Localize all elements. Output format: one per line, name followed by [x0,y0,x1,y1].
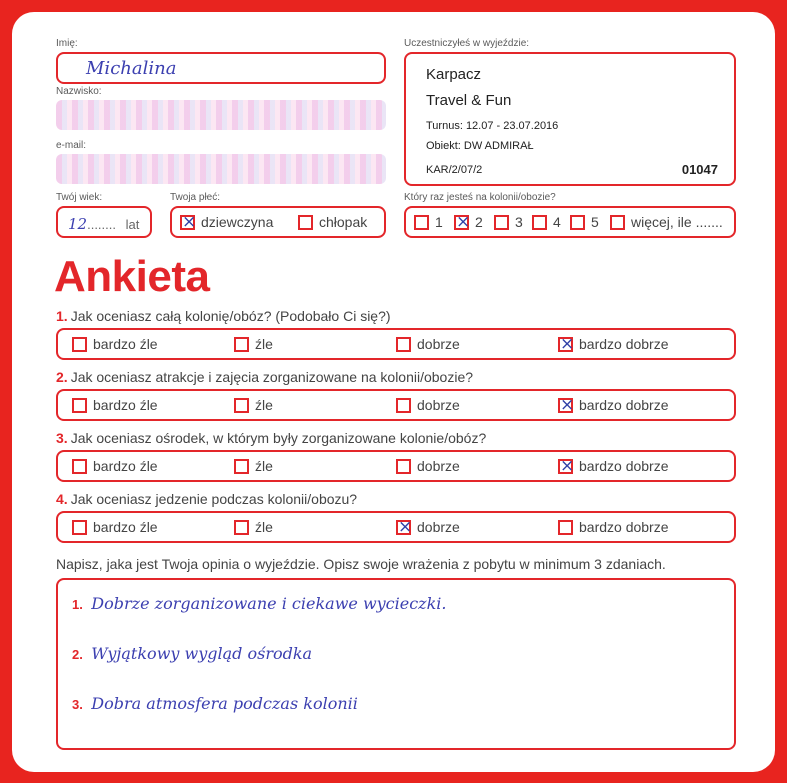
trip-label: Uczestniczyłeś w wyjeździe: [404,38,530,49]
times-option-5[interactable] [570,208,599,236]
checkbox[interactable] [180,215,195,230]
rating-option[interactable] [72,391,158,419]
times-label: Który raz jesteś na kolonii/obozie? [404,192,556,203]
checkbox[interactable] [396,337,411,352]
trip-card [404,52,736,186]
trip-turnus: Turnus: 12.07 - 23.07.2016 [426,120,559,132]
question-text: Jak oceniasz całą kolonię/obóz? (Podobało Ci się?) [70,308,391,324]
times-option-label: 5 [591,214,599,230]
rating-option[interactable] [234,513,273,541]
gender-label: Twoja płeć: [170,192,221,203]
times-option-label: 2 [475,214,483,230]
trip-number: 01047 [681,162,718,177]
checkbox[interactable] [72,459,87,474]
opinion-line-2 [72,644,312,664]
rating-option[interactable] [234,330,273,358]
checkbox[interactable] [234,337,249,352]
rating-label: dobrze [417,519,460,535]
rating-option[interactable] [396,513,460,541]
checkbox[interactable] [396,520,411,535]
survey-title: Ankieta [54,252,210,301]
checkbox[interactable] [72,337,87,352]
question-number: 1. [56,308,68,324]
times-option-2[interactable] [454,208,483,236]
times-option-4[interactable] [532,208,561,236]
opinion-line-number: 1. [72,597,83,612]
survey-sheet [12,12,775,772]
age-label: Twój wiek: [56,192,103,203]
opinion-line-3 [72,694,358,714]
gender-field [170,206,386,238]
rating-label: bardzo źle [93,336,158,352]
question-text: Jak oceniasz atrakcje i zajęcia zorganizowane na kolonii/obozie? [70,369,474,385]
question-text: Jak oceniasz ośrodek, w którym były zorganizowane kolonie/obóz? [70,430,487,446]
checkbox[interactable] [558,459,573,474]
answer-row-4 [56,511,736,543]
rating-option[interactable] [72,330,158,358]
rating-option[interactable] [72,513,158,541]
times-option-label: 4 [553,214,561,230]
times-option-label: 3 [515,214,523,230]
gender-option-female[interactable] [180,208,273,236]
rating-label: źle [255,336,273,352]
answer-row-1 [56,328,736,360]
checkbox[interactable] [454,215,469,230]
rating-option[interactable] [234,391,273,419]
checkbox[interactable] [298,215,313,230]
checkbox[interactable] [396,398,411,413]
age-value: 12 [68,215,88,233]
checkbox[interactable] [72,398,87,413]
rating-label: źle [255,519,273,535]
rating-label: bardzo dobrze [579,397,669,413]
checkbox[interactable] [558,337,573,352]
name-value: Michalina [86,58,177,79]
opinion-prompt: Napisz, jaka jest Twoja opinia o wyjeździe. Opisz swoje wrażenia z pobytu w minimum 3 zdaniach. [56,556,666,572]
question-3 [56,430,486,446]
question-4 [56,491,357,507]
checkbox[interactable] [234,398,249,413]
rating-label: bardzo dobrze [579,519,669,535]
rating-label: źle [255,397,273,413]
rating-option[interactable] [72,452,158,480]
rating-label: bardzo źle [93,458,158,474]
gender-option-male[interactable] [298,208,367,236]
question-2 [56,369,473,385]
surname-label: Nazwisko: [56,86,102,97]
age-dots: ........ [87,217,116,232]
email-label: e-mail: [56,140,87,151]
rating-option[interactable] [558,391,669,419]
rating-label: dobrze [417,336,460,352]
times-field [404,206,736,238]
rating-option[interactable] [396,452,460,480]
opinion-line-number: 3. [72,697,83,712]
checkbox[interactable] [414,215,429,230]
question-number: 3. [56,430,68,446]
checkbox[interactable] [558,398,573,413]
rating-label: dobrze [417,397,460,413]
opinion-line-number: 2. [72,647,83,662]
rating-option[interactable] [396,330,460,358]
checkbox[interactable] [494,215,509,230]
gender-option-label: chłopak [319,214,368,230]
times-option-more[interactable] [610,208,723,236]
question-number: 4. [56,491,68,507]
name-field[interactable] [56,52,386,84]
times-option-3[interactable] [494,208,523,236]
name-label: Imię: [56,38,78,49]
rating-option[interactable] [558,452,669,480]
surname-redacted [56,100,386,130]
times-option-label: 1 [435,214,443,230]
trip-obiekt: Obiekt: DW ADMIRAŁ [426,140,534,152]
checkbox[interactable] [396,459,411,474]
question-1 [56,308,391,324]
question-text: Jak oceniasz jedzenie podczas kolonii/obozu? [70,491,358,507]
times-option-label: więcej, ile ....... [631,214,723,230]
rating-label: bardzo źle [93,397,158,413]
times-option-1[interactable] [414,208,443,236]
gender-option-label: dziewczyna [201,214,274,230]
rating-option[interactable] [234,452,273,480]
checkbox[interactable] [610,215,625,230]
trip-program: Travel & Fun [426,92,512,109]
opinion-box[interactable] [56,578,736,750]
email-redacted [56,154,386,184]
rating-label: bardzo dobrze [579,458,669,474]
checkbox[interactable] [558,520,573,535]
rating-option[interactable] [558,330,669,358]
checkbox[interactable] [234,459,249,474]
rating-label: bardzo dobrze [579,336,669,352]
age-field[interactable] [56,206,152,238]
opinion-line-text: Wyjątkowy wygląd ośrodka [91,644,313,663]
rating-label: dobrze [417,458,460,474]
opinion-line-1 [72,594,447,614]
checkbox[interactable] [532,215,547,230]
checkbox[interactable] [234,520,249,535]
trip-code: KAR/2/07/2 [426,164,483,176]
rating-label: źle [255,458,273,474]
opinion-line-text: Dobrze zorganizowane i ciekawe wycieczki. [91,594,447,613]
question-number: 2. [56,369,68,385]
rating-label: bardzo źle [93,519,158,535]
answer-row-3 [56,450,736,482]
rating-option[interactable] [558,513,669,541]
checkbox[interactable] [72,520,87,535]
age-unit: lat [125,217,140,232]
answer-row-2 [56,389,736,421]
checkbox[interactable] [570,215,585,230]
opinion-line-text: Dobra atmosfera podczas kolonii [91,694,358,713]
trip-location: Karpacz [426,66,482,83]
rating-option[interactable] [396,391,460,419]
